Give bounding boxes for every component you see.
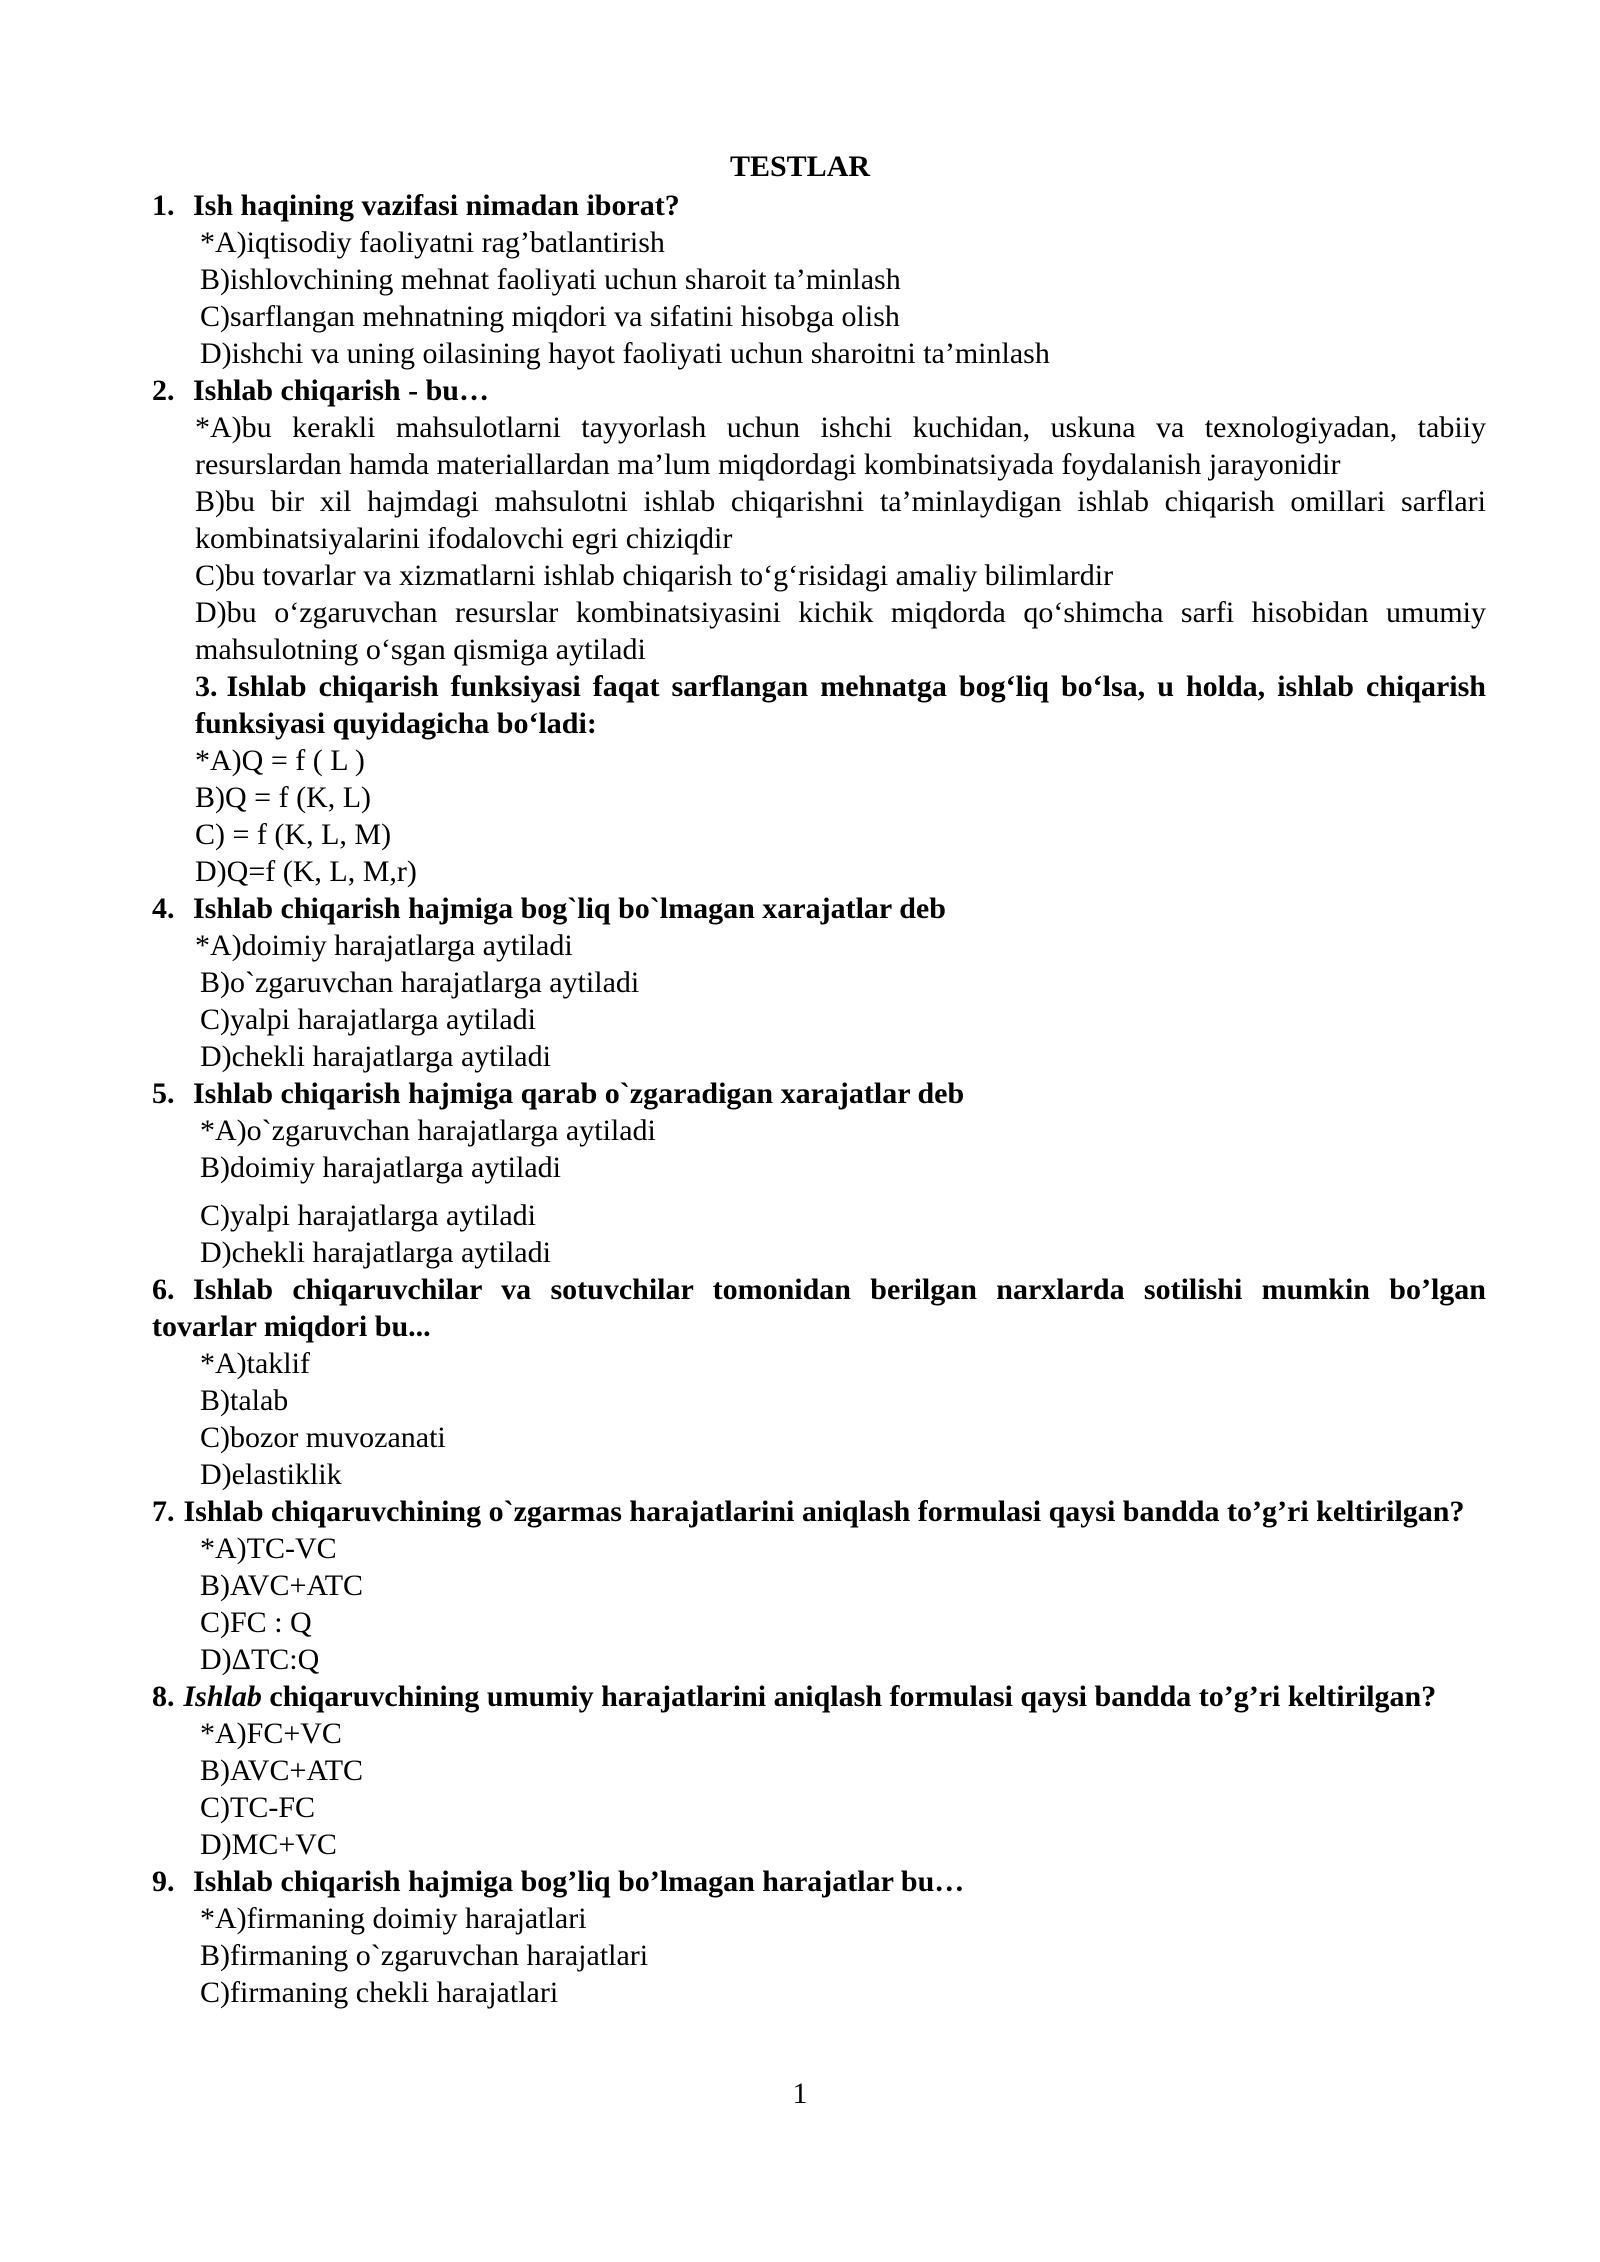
page-title: TESTLAR [729, 150, 871, 183]
option-d: D)chekli harajatlarga aytiladi [200, 1236, 551, 1269]
option-c: C)sarflangan mehnatning miqdori va sifatini hisobga olish [200, 300, 900, 333]
question-number: 5. [152, 1077, 175, 1110]
option-d: D)ΔTC:Q [200, 1643, 320, 1676]
option-d: D)elastiklik [200, 1458, 342, 1491]
question-text: Ishlab chiqarish hajmiga bog`liq bo`lmagan xarajatlar deb [193, 892, 946, 925]
question-number: 7. [152, 1495, 175, 1528]
question-text-italic: Ishlab [183, 1680, 262, 1713]
question-text: Ishlab chiqarish funksiyasi faqat sarflangan mehnatga bog‘liq bo‘lsa, u holda, ishlab chiqarish funksiyasi quyidagicha bo‘ladi: [195, 670, 1486, 740]
question-text: Ishlab chiqarish - bu… [193, 374, 489, 407]
question-number: 3. [195, 670, 218, 703]
option-b: B)talab [200, 1384, 289, 1417]
option-b: B)bu bir xil hajmdagi mahsulotni ishlab chiqarishni ta’minlaydigan ishlab chiqarish omillari sarflari kombinatsiyalarini ifodalovchi egri chiziqdir [195, 485, 1486, 555]
question-7 [152, 1493, 1486, 1530]
option-c: C)TC-FC [200, 1791, 316, 1824]
question-number: 1. [152, 189, 175, 222]
option-d: D)MC+VC [200, 1828, 337, 1861]
question-1 [152, 187, 1486, 224]
option-a: *A)iqtisodiy faoliyatni rag’batlantirish [200, 226, 665, 259]
question-text: Ishlab chiqarish hajmiga qarab o`zgaradigan xarajatlar deb [193, 1077, 965, 1110]
option-a: *A)o`zgaruvchan harajatlarga aytiladi [200, 1114, 656, 1147]
question-6 [152, 1271, 1486, 1345]
question-number: 6. [152, 1273, 175, 1306]
option-c: C)bozor muvozanati [200, 1421, 446, 1454]
question-number: 8. [152, 1680, 175, 1713]
question-5 [152, 1075, 1486, 1112]
question-9 [152, 1863, 1486, 1900]
option-b: B)AVC+ATC [200, 1569, 364, 1602]
option-b: B)AVC+ATC [200, 1754, 364, 1787]
question-number: 2. [152, 374, 175, 407]
question-text: Ishlab chiqaruvchining o`zgarmas harajatlarini aniqlash formulasi qaysi bandda to’g’ri keltirilgan? [183, 1495, 1465, 1528]
test-questions [152, 187, 1486, 2011]
option-c: C)firmaning chekli harajatlari [200, 1976, 559, 2009]
option-a: *A)firmaning doimiy harajatlari [200, 1902, 587, 1935]
option-b: B)doimiy harajatlarga aytiladi [200, 1151, 561, 1184]
option-c: C) = f (K, L, M) [195, 818, 392, 851]
option-c: C)FC : Q [200, 1606, 312, 1639]
option-b: B)firmaning o`zgaruvchan harajatlari [200, 1939, 649, 1972]
question-text: Ishlab chiqaruvchilar va sotuvchilar tomonidan berilgan narxlarda sotilishi mumkin bo’lgan tovarlar miqdori bu... [152, 1273, 1486, 1343]
question-4 [152, 890, 1486, 927]
option-a: *A)Q = f ( L ) [195, 744, 365, 777]
option-b: B)o`zgaruvchan harajatlarga aytiladi [200, 966, 640, 999]
option-c: C)yalpi harajatlarga aytiladi [200, 1199, 536, 1232]
option-a: *A)bu kerakli mahsulotlarni tayyorlash uchun ishchi kuchidan, uskuna va texnologiyadan, tabiiy resurslardan hamda materiallardan ma’lum miqdordagi kombinatsiyada foydalanish jarayonidir [195, 411, 1486, 481]
question-text: Ishlab chiqarish hajmiga bog’liq bo’lmagan harajatlar bu… [193, 1865, 965, 1898]
option-a: *A)TC-VC [200, 1532, 337, 1565]
option-d: D)ishchi va uning oilasining hayot faoliyati uchun sharoitni ta’minlash [200, 337, 1050, 370]
question-number: 9. [152, 1865, 175, 1898]
question-number: 4. [152, 892, 175, 925]
option-a: *A)FC+VC [200, 1717, 342, 1750]
option-d: D)chekli harajatlarga aytiladi [200, 1040, 551, 1073]
page-number: 1 [792, 2077, 808, 2110]
option-d: D)Q=f (K, L, M,r) [195, 855, 417, 888]
option-a: *A)taklif [200, 1347, 310, 1380]
question-3 [152, 668, 1486, 742]
option-b: B)ishlovchining mehnat faoliyati uchun sharoit ta’minlash [200, 263, 901, 296]
question-text: chiqaruvchining umumiy harajatlarini aniqlash formulasi qaysi bandda to’g’ri keltirilgan? [261, 1680, 1437, 1713]
option-a: *A)doimiy harajatlarga aytiladi [195, 929, 573, 962]
option-d: D)bu o‘zgaruvchan resurslar kombinatsiyasini kichik miqdorda qo‘shimcha sarfi hisobidan umumiy mahsulotning o‘sgan qismiga aytiladi [195, 596, 1486, 666]
question-8 [152, 1678, 1486, 1715]
option-c: C)bu tovarlar va xizmatlarni ishlab chiqarish to‘g‘risidagi amaliy bilimlardir [195, 559, 1114, 592]
option-c: C)yalpi harajatlarga aytiladi [200, 1003, 536, 1036]
question-text: Ish haqining vazifasi nimadan iborat? [193, 189, 680, 222]
question-2 [152, 372, 1486, 409]
option-b: B)Q = f (K, L) [195, 781, 372, 814]
